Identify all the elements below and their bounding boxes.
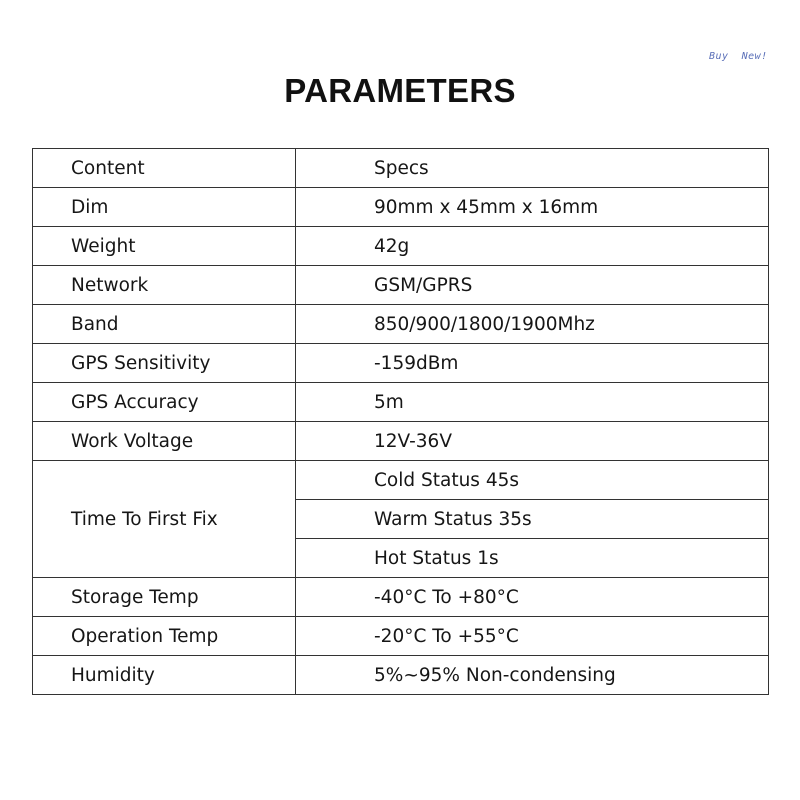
row-label: GPS Sensitivity: [33, 344, 296, 383]
row-value: 5m: [296, 383, 769, 422]
row-value: 42g: [296, 227, 769, 266]
table-row-work-voltage: [33, 422, 769, 461]
row-label: Network: [33, 266, 296, 305]
table-row-dim: [33, 188, 769, 227]
table-row-operation-temp: [33, 617, 769, 656]
table-row-band: [33, 305, 769, 344]
row-value: Hot Status 1s: [296, 539, 769, 578]
row-label: Humidity: [33, 656, 296, 695]
row-label: Storage Temp: [33, 578, 296, 617]
row-value: 90mm x 45mm x 16mm: [296, 188, 769, 227]
header-specs: Specs: [296, 149, 769, 188]
table-row-humidity: [33, 656, 769, 695]
table-row-storage-temp: [33, 578, 769, 617]
buy-new-watermark: Buy New!: [709, 51, 768, 62]
table-row-ttff-cold: [33, 461, 769, 500]
table-header-row: [33, 149, 769, 188]
parameters-table: [32, 148, 769, 695]
row-label: Band: [33, 305, 296, 344]
table-row-weight: [33, 227, 769, 266]
table-row-network: [33, 266, 769, 305]
row-label: Dim: [33, 188, 296, 227]
row-label: Operation Temp: [33, 617, 296, 656]
table-row-gps-accuracy: [33, 383, 769, 422]
row-label: GPS Accuracy: [33, 383, 296, 422]
page-title: PARAMETERS: [284, 72, 516, 109]
row-value: 850/900/1800/1900Mhz: [296, 305, 769, 344]
header-content: Content: [33, 149, 296, 188]
row-value: -159dBm: [296, 344, 769, 383]
row-value: Cold Status 45s: [296, 461, 769, 500]
row-value: -20°C To +55°C: [296, 617, 769, 656]
table-row-gps-sensitivity: [33, 344, 769, 383]
row-value: 5%~95% Non-condensing: [296, 656, 769, 695]
row-value: GSM/GPRS: [296, 266, 769, 305]
row-value: -40°C To +80°C: [296, 578, 769, 617]
row-label-ttff: Time To First Fix: [33, 461, 296, 578]
row-value: Warm Status 35s: [296, 500, 769, 539]
row-label: Work Voltage: [33, 422, 296, 461]
row-value: 12V-36V: [296, 422, 769, 461]
row-label: Weight: [33, 227, 296, 266]
